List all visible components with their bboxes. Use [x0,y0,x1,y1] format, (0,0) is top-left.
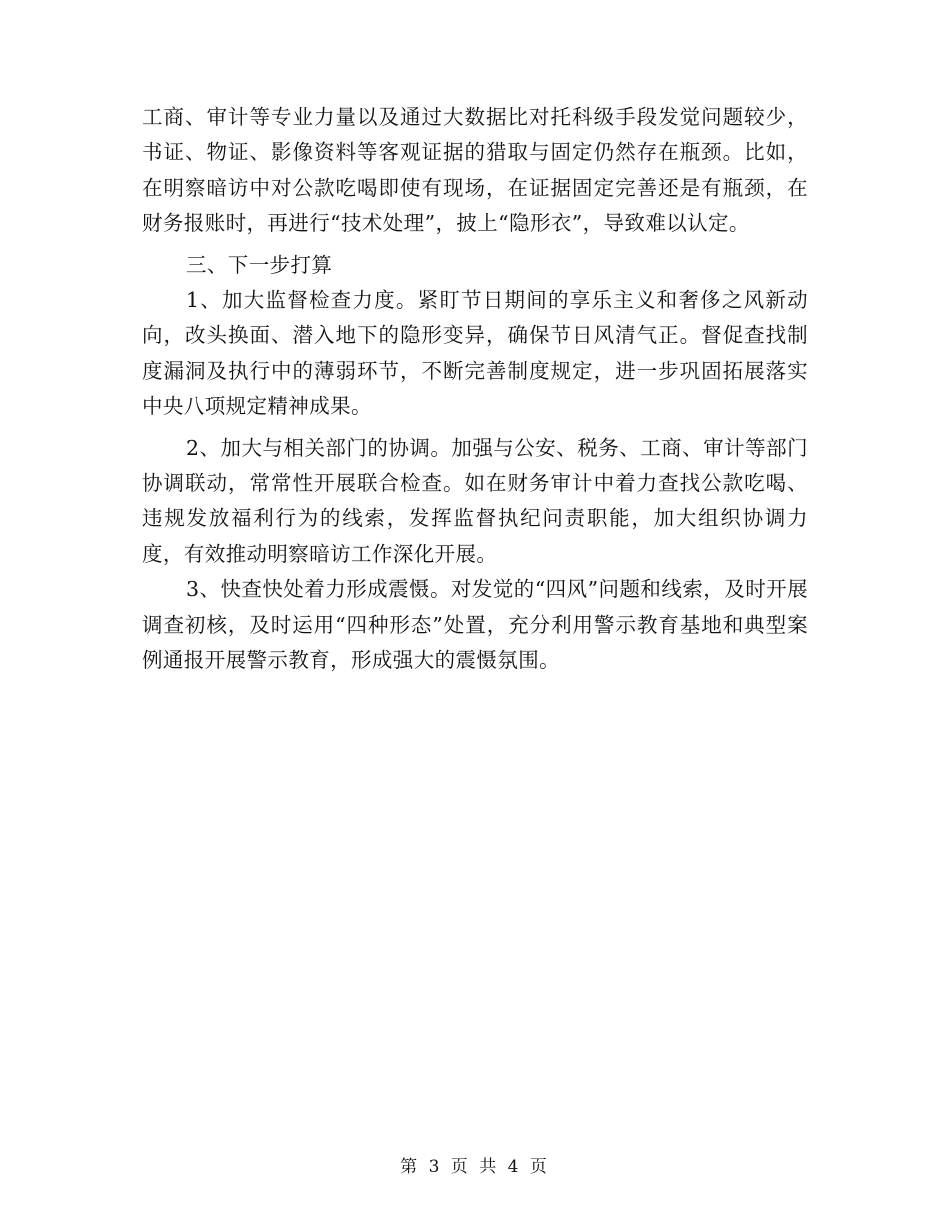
document-body [142,100,808,679]
page-number-footer: 第 3 页 共 4 页 [400,1157,550,1177]
section-heading: 三、下一步打算 [186,252,333,277]
paragraph-item-2: 2、加大与相关部门的协调。加强与公安、税务、工商、审计等部门协调联动，常常性开展联合检查。如在财务审计中着力查找公款吃喝、违规发放福利行为的线索，发挥监督执纪问责职能，加大组织协调力度，有效推动明察暗访工作深化开展。 [142,435,808,566]
paragraph-item-3: 3、快查快处着力形成震慑。对发觉的“四风”问题和线索，及时开展调查初核，及时运用“四种形态”处置，充分利用警示教育基地和典型案例通报开展警示教育，形成强大的震慑氛围。 [142,577,808,673]
paragraph-continuation: 工商、审计等专业力量以及通过大数据比对托科级手段发觉问题较少，书证、物证、影像资料等客观证据的猎取与固定仍然存在瓶颈。比如，在明察暗访中对公款吃喝即使有现场，在证据固定完善还是有瓶颈，在财务报账时，再进行“技术处理”，披上“隐形衣”，导致难以认定。 [142,105,808,236]
paragraph-item-1: 1、加大监督检查力度。紧盯节日期间的享乐主义和奢侈之风新动向，改头换面、潜入地下的隐形变异，确保节日风清气正。督促查找制度漏洞及执行中的薄弱环节，不断完善制度规定，进一步巩固拓展落实中央八项规定精神成果。 [142,288,808,419]
